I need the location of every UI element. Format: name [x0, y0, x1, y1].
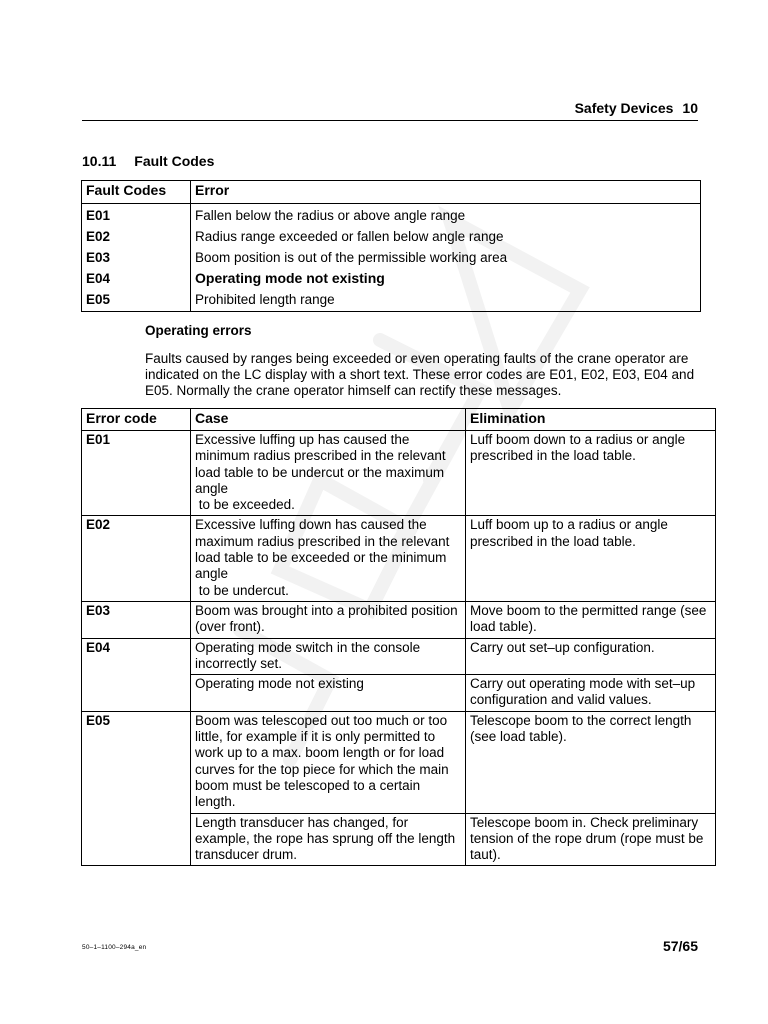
- error-code-cell: E01: [82, 431, 191, 516]
- elimination-cell: Carry out set–up configuration.: [466, 638, 716, 675]
- fault-table-header-error: Error: [191, 181, 701, 204]
- operating-errors-paragraph: Faults caused by ranges being exceeded or even operating faults of the crane operator are indicated on the LC display with a short text. These error codes are E01, E02, E03, E04 and E05. Normally the crane operator himself can rectify these messages.: [145, 351, 695, 398]
- table-row: [82, 431, 716, 516]
- operating-errors-heading: Operating errors: [145, 323, 252, 338]
- table-row: [82, 516, 716, 601]
- elimination-cell: Luff boom up to a radius or angle prescribed in the load table.: [466, 516, 716, 601]
- error-code-table: [81, 408, 716, 866]
- header-divider: [82, 120, 698, 121]
- case-cell: Operating mode not existing: [191, 675, 466, 712]
- section-number: 10.11: [82, 153, 117, 169]
- chapter-title: Safety Devices: [574, 100, 674, 116]
- elimination-cell: Carry out operating mode with set–up configuration and valid values.: [466, 675, 716, 712]
- error-code-cell: E04: [82, 638, 191, 711]
- table-row: [82, 204, 701, 227]
- elimination-cell: Telescope boom in. Check preliminary tension of the rope drum (rope must be taut).: [466, 813, 716, 866]
- fault-code-cell: E04: [82, 268, 191, 289]
- table-row: [82, 711, 716, 813]
- case-cell: Boom was telescoped out too much or too little, for example if it is only permitted to work up to a max. boom length or for load curves for the top piece for which the main boom must be telescoped to a certain length.: [191, 711, 466, 813]
- error-table-header-row: [82, 409, 716, 431]
- case-cell: Operating mode switch in the console incorrectly set.: [191, 638, 466, 675]
- page-number: 57/65: [662, 938, 698, 954]
- error-code-cell: E05: [82, 711, 191, 866]
- chapter-number: 10: [682, 100, 698, 116]
- fault-code-cell: E03: [82, 247, 191, 268]
- error-code-cell: E02: [82, 516, 191, 601]
- error-table-header-code: Error code: [82, 409, 191, 431]
- fault-code-cell: E02: [82, 226, 191, 247]
- elimination-cell: Telescope boom to the correct length (see load table).: [466, 711, 716, 813]
- document-number: 50–1–1100–294a_en: [82, 944, 147, 951]
- fault-error-cell: Operating mode not existing: [191, 268, 701, 289]
- case-cell: Excessive luffing down has caused the maximum radius prescribed in the relevant load table to be exceeded or the minimum angle to be undercut.: [191, 516, 466, 601]
- error-table-header-case: Case: [191, 409, 466, 431]
- error-table-header-elimination: Elimination: [466, 409, 716, 431]
- table-row: [82, 601, 716, 638]
- table-row: [82, 247, 701, 268]
- section-heading: [82, 153, 214, 169]
- fault-code-cell: E05: [82, 289, 191, 312]
- elimination-cell: Luff boom down to a radius or angle prescribed in the load table.: [466, 431, 716, 516]
- table-row: [82, 638, 716, 675]
- fault-error-cell: Radius range exceeded or fallen below angle range: [191, 226, 701, 247]
- running-header: [82, 100, 698, 116]
- case-cell: Boom was brought into a prohibited position (over front).: [191, 601, 466, 638]
- table-row: [82, 289, 701, 312]
- fault-table-header-row: [82, 181, 701, 204]
- fault-error-cell: Prohibited length range: [191, 289, 701, 312]
- table-row: [82, 226, 701, 247]
- case-cell: Length transducer has changed, for example, the rope has sprung off the length transducer drum.: [191, 813, 466, 866]
- fault-codes-table: [81, 180, 701, 312]
- fault-table-header-code: Fault Codes: [82, 181, 191, 204]
- fault-error-cell: Fallen below the radius or above angle range: [191, 204, 701, 227]
- section-title: Fault Codes: [134, 153, 215, 169]
- elimination-cell: Move boom to the permitted range (see load table).: [466, 601, 716, 638]
- error-code-cell: E03: [82, 601, 191, 638]
- table-row: [82, 268, 701, 289]
- fault-error-cell: Boom position is out of the permissible working area: [191, 247, 701, 268]
- fault-code-cell: E01: [82, 204, 191, 227]
- case-cell: Excessive luffing up has caused the minimum radius prescribed in the relevant load table to be undercut or the maximum angle to be exceeded.: [191, 431, 466, 516]
